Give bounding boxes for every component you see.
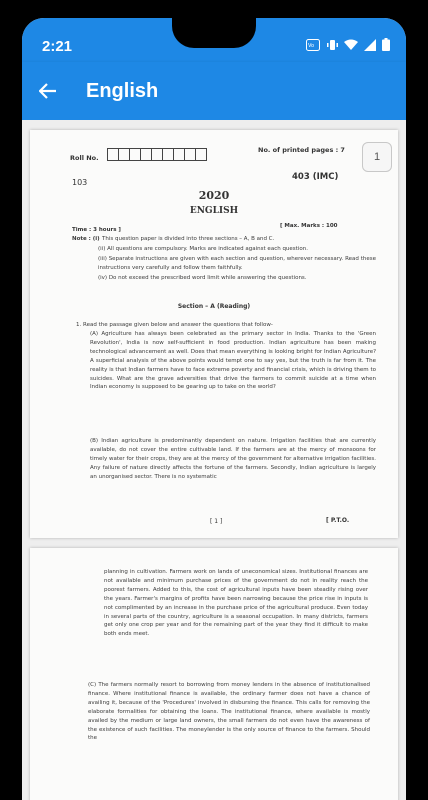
roll-no-label: Roll No.: [70, 154, 99, 162]
volte-icon: [306, 38, 320, 56]
status-time: 2:21: [42, 38, 73, 55]
page-footer-number: [ 1 ]: [210, 518, 223, 525]
max-marks: [ Max. Marks : 100: [280, 223, 338, 229]
passage-paragraph-b: (B) Indian agriculture is predominantly dependent on nature. Irrigation facilities that are currently available, do not cover the entire cultivable land. If the farmers are at the mercy of monsoons for timely water for their crops, they are at the mercy of the government for alternative irrigation facilities. Any failure of nature directly affects the fortune of the farmers. Secondly, Indian agriculture is largely an unorganised sector. There is no systematic: [90, 438, 376, 480]
exam-year: 2020: [198, 189, 230, 202]
svg-text:Vo: Vo: [308, 43, 315, 49]
passage-continued: planning in cultivation. Farmers work on lands of uneconomical sizes. Institutional finances are not available and minimum purchase prices of the government do not in reality reach the poorest farmers. Added to this, the cost of agricultural inputs have been steadily rising over the years. Farmer's margins of profits have been narrowing because the price rise in inputs is not complimented by an increase in the purchase price of the agricultural produce. Even today in several parts of the country, agriculture is a seasonal occupation. In many districts, farmers get only one crop per year and for the remaining part of the year they find it difficult to make both ends meet.: [104, 569, 368, 638]
notes-list: [90, 235, 376, 284]
page-number-indicator[interactable]: 1: [362, 142, 392, 172]
page-footer-pto: [ P.T.O.: [326, 517, 350, 524]
arrow-left-icon: [39, 83, 57, 99]
pdf-viewer[interactable]: [22, 120, 406, 800]
exam-code: 403 (IMC): [292, 172, 339, 182]
battery-icon: [382, 38, 390, 56]
phone-screen: [22, 18, 406, 800]
time-allowed: Time : 3 hours ]: [72, 227, 121, 233]
note-label: Note : (i): [72, 236, 100, 242]
app-bar: [22, 62, 406, 120]
roll-no-boxes: [108, 148, 207, 161]
paper-code: 103: [72, 178, 88, 187]
section-heading: Section – A (Reading): [177, 303, 251, 310]
signal-icon: [364, 38, 376, 56]
subject-title: ENGLISH: [189, 206, 239, 216]
passage-paragraph-a: (A) Agriculture has always been celebrated as the primary sector in India. Thanks to the 'Green Revolution', India is now self-sufficient in food production. Indian agriculture has been making technological advancement as well. Does that mean everything is looking bright for Indian Agriculture? A superficial analysis of the above points would tempt one to say yes, but the truth is far from it. The reality is that Indian farmers have to face extreme poverty and financial crisis, which is driving them to suicides. What are the grave adversities that drive the farmers to commit suicide at a time when Indian economy is supposed to be gearing up to take on the world?: [90, 331, 376, 391]
note-item: (iv) Do not exceed the prescribed word limit while answering the questions.: [98, 274, 307, 281]
back-button[interactable]: [22, 62, 74, 120]
passage-paragraph-c: (C) The farmers normally resort to borrowing from money lenders in the absence of institutionalised finance. Where institutional finance is available, the ordinary farmer does not have a chance of availing it, because of the 'Procedures' involved in disbursing the finance. This calls for removing the elaborate formalities for obtaining the loans. The institutional finance, where available is mostly availed by the medium or large land owners, the small farmers do not even have the awareness of the existence of such facilities. The moneylender is the only source of finance to the farmers. Should the: [88, 682, 370, 742]
pdf-page-2: [30, 548, 398, 800]
app-title: English: [86, 79, 159, 102]
note-item: (ii) All questions are compulsory. Marks are indicated against each question.: [98, 245, 308, 252]
status-icons: [306, 38, 390, 56]
wifi-icon: [344, 38, 358, 56]
question-1: 1. Read the passage given below and answer the questions that follow-: [76, 322, 273, 328]
note-item: (iii) Separate instructions are given with each section and question, wherever necessary. Read these instructions very carefully and follow them faithfully.: [98, 255, 376, 271]
printed-pages: No. of printed pages : 7: [258, 146, 345, 154]
camera-notch: [172, 18, 256, 48]
pdf-page-1: [30, 130, 398, 538]
vibrate-icon: [326, 38, 338, 56]
note-item: This question paper is divided into three sections – A, B and C.: [102, 236, 275, 242]
